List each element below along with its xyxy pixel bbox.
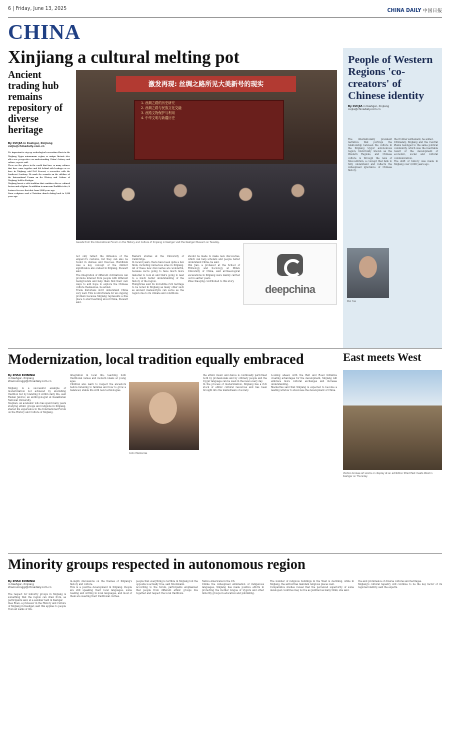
sidebar-col2: the frontier settlement, he added. Ultimately, Xinjiang and the Central Plains belonged to the same political community, which was the inevitable result of the development of economic, social and cultural communication. The shift of history was made in Xinjiang over 2,000 years ago. xyxy=(394,138,438,166)
article2-col1: By ZHAO RUININGI in Kashgar, Xinjiang zhaoruininggi@chinadaily.com.cn Xinjiang is a successful example of modernization not achieved by abolishing tradition but by blending it within daily life, said Ruslan Jabirov, an anthropologist at Kazakhstan National University. Stephen, an academic who has spent many years studying ethnic groups and religions in Xinjiang, shared his experience in the International Forum on the History and Culture of Xinjiang. xyxy=(8,374,66,415)
article3-col6: tive and prominence of diverse cultures and heritages. Xinjiang's cultural tapestry will continue to be the key factor of its regional identity, said the experts. xyxy=(358,580,442,590)
sidebar-article xyxy=(343,48,442,348)
deepchina-logo-icon xyxy=(277,254,303,276)
sidebar-col1: The internationally prevalent narrative that portrays the relationship between the culture in the Xinjiang Uygur autonomous region, historically known as the Western Regions, and Chinese culture is through the lens of Sinocentrism, a concept that fails to fully understand and reflects the widespread ignorance of Chinese history. xyxy=(348,138,392,172)
article1-col1b: Xinjiang boasts a rich tradition that combines diverse cultural factors and religions. In addition to numerous Buddhist sites, it features frescoes that date from 2,000 years ago. Stone sculptures and a Christian church dating back to 1,200 years ago. xyxy=(8,183,70,198)
portrait-caption: Pan Yue xyxy=(347,300,356,303)
article1-byline: By CUI JIA in Kashgar, Xinjiang cuijia@chinadaily.com.cn xyxy=(8,142,53,149)
article3-col5: The number of religious buildings in the West is declining, while in Xinjiang, the authorities maintain religious places well. Comparative studies reveal that the perceived superiority of some developed countries may not be as justified as many think, she said. xyxy=(270,580,354,593)
divider-2 xyxy=(8,553,442,554)
article1-col4: should be made to make new discoveries, which can help scholars and people better understand China, he said. Wei Jian, a professor at the School of Ethnology and Sociology at Minzu University of China, said archaeological excavations in Xinjiang were mainly carried out in earlier years. Zhao Xiaoqing contributed to this story. xyxy=(188,255,240,283)
photo-board: 1. 丝绸之路的历史研究 2. 丝绸之路与民族文化交融 3. 丝路文物保护与利用 4. 中华文明与新疆历史 xyxy=(134,100,284,160)
photo-banner: 激发再现: 丝绸之路所见大美新号的现实 xyxy=(116,76,296,92)
article2-col4: Looking ahead, with the Belt and Road Initiative creating advantages for the development, Xinjiang will embrace more cultural exchanges and increase understanding. Mackerras said that Xinjiang is expected to become a leading window to showcase the development of China. xyxy=(271,374,337,393)
article1-headline: Xinjiang a cultural melting pot xyxy=(8,47,240,67)
east-meets-west-headline: East meets West xyxy=(343,352,422,364)
pan-yue-portrait xyxy=(347,248,389,298)
sidebar-byline: By CUI JIA in Kashgar, Xinjiang cuijia@chinadaily.com.cn xyxy=(348,105,390,112)
masthead xyxy=(8,4,442,18)
east-meets-west-photo xyxy=(343,370,442,470)
article3-byline: By ZHAO RUININGI in Kashgar, Xinjiang zhaoruininggi@chinadaily.com.cn xyxy=(8,580,52,590)
article2-col3: the ethnic music and dance is continually performed both by professionals and by ordinary people and the Uygur language can be used in the news every day. In the process of modernization, Xinjiang has a rich stock of ethnic cultural resources and has been brought into the mainstream of society. xyxy=(203,374,267,393)
article3-col3: people that everything is terrible in Xinjiang but the opposite is actually true, said Stuckmann. According to the forum, participants emphasized that people from different ethnic groups live together and respect the local traditions. xyxy=(136,580,198,596)
page-date: 6 | Friday, June 13, 2025 xyxy=(8,7,67,12)
article2-col2: integration in local life, teaching both traditional values and modern ideals at young ages. Children also learn to respect the ancestors before listening to families and how to grow a balanced, stable life with new technologies. xyxy=(70,374,126,393)
article1-photo-caption: Guests from the International Forum on the History and Culture of Xinjiang in Kashgar visit the Kashgar Museum on Tuesday. xyxy=(76,241,220,244)
ad-wordmark: deepchina xyxy=(265,284,315,296)
article3-headline: Minority groups respected in autonomous region xyxy=(8,557,306,573)
deepchina-ad[interactable] xyxy=(243,243,337,305)
audience xyxy=(76,164,337,240)
article2-photo-caption: Colin Mackerras xyxy=(129,452,148,455)
article2-headline: Modernization, local tradition equally embraced xyxy=(8,352,304,368)
article1-col2: not only reflect the influence of the emperor's customs, but they can also be found in statues and frescoes. Buddhism was a key concept of the distinct significance also valued in Xinjiang, Stewart said. The integration of different civilizations can promote interest from people with different backgrounds and help them find their own ways to add hope to explore the Chinese culture themselves, he added. Trade historians don't understand China very well. This is unfortunate for an ongoing problem because Xinjiang represents a fine place to start learning about China, Stewart said. xyxy=(76,255,128,305)
article1-col3: Eastern studies at the University of Cambridge. In recent years, there have been quite a few finds, including numerous sites in Xinjiang. All of these new discoveries are wonderful, because we're going to have much more material to look at and that's going to lead to a much better understanding of the history of the region. Humphries said its incredible rich heritage to be noted in Xinjiang as many other such as ancient manuscripts can serve as the region due to its climate and conditions. xyxy=(132,255,184,296)
article1-col1: It's important to step up archeological excavation efforts in the Xinjiang Uygur autonomous region, as unique historic sites offer new perspectives on understanding China's history and culture, experts said. There are five places in the world that have so many cultures that have come together and left behind rich heritages as we have in Xinjiang, said Neil Stewart, a researcher with the Southeast Academy. He made the remarks on the sidelines of the International Forum on the History and Culture of Xinjiang, held in Kashgar. xyxy=(8,152,70,183)
article1-deck: Ancient trading hub remains repository of diverse heritage By CUI JIA in Kashgar, Xinjiang cuijia@chinadaily.com.cn It's important to step up archeological excavation efforts in the Xinjiang Uygur autonomous region, as unique historic sites offer new perspectives on understanding China's history and culture, experts said. There are five places in the world that have so many cultures that have come together and left behind rich heritages as we have in Xinjiang, said Neil Stewart, a researcher with the Southeast Academy. He made the remarks on the sidelines of the International Forum on the History and Culture of Xinjiang, held in Kashgar. Xinjiang boasts a rich tradition that combines diverse cultural factors and religions. In addition to numerous Buddhist sites, it features frescoes that date from 2,000 years ago. Stone sculptures and a Christian church dating back to 1,200 years ago. xyxy=(8,70,70,198)
article3-col2: in-depth discussions on the themes of Xinjiang's history and culture. This is a positive development in Xinjiang. People are still speaking their local languages, some reading and writing in local languages, and most of them are wearing their traditional clothes. xyxy=(70,580,132,599)
east-meets-west-caption: Visitors browse art works on display at an exhibition titled East meets West in Kashgar on Thursday. xyxy=(343,472,433,478)
sidebar-headline: People of Western Regions 'co-creators' of Chinese identity xyxy=(348,54,433,102)
article3-col4: Native Americans in the US. Unlike the widespread elimination of indigenous languages, Xinjiang has made positive efforts in protecting the mother tongue of Uygurs and other minority groups in education and publishing. xyxy=(202,580,264,596)
section-title: CHINA xyxy=(8,20,81,44)
article1-photo xyxy=(76,70,337,240)
article2-byline: By ZHAO RUININGI in Kashgar, Xinjiang zhaoruininggi@chinadaily.com.cn xyxy=(8,374,52,384)
divider xyxy=(8,348,442,349)
mackerras-photo xyxy=(129,382,199,450)
article3-col1: By ZHAO RUININGI in Kashgar, Xinjiang zhaoruininggi@chinadaily.com.cn The respect for minority groups in Xinjiang is something that the region can draw from, as participants said, at a seminar held in Kashgar. Ines Eben, a professor in the History and Culture of Xinjiang in Kashgar, said this applies to people from all walks of life. xyxy=(8,580,66,612)
paper-brand: CHINA DAILY 中国日报 xyxy=(387,9,442,14)
